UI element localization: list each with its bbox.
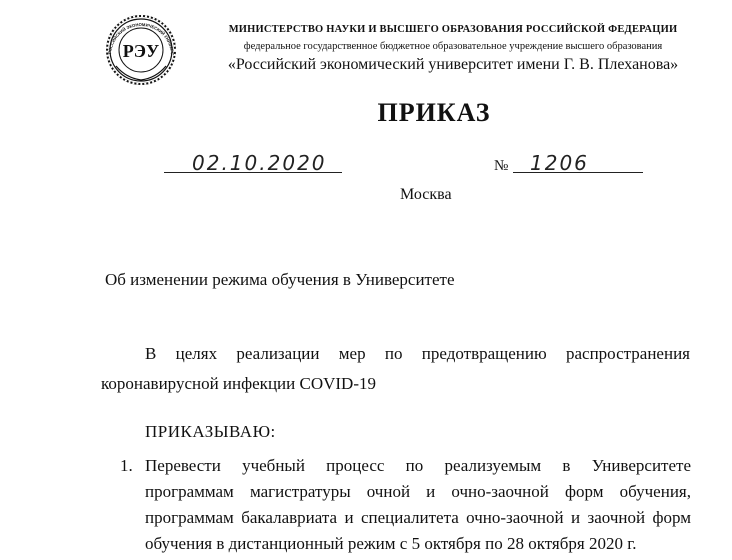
city: Москва xyxy=(400,186,452,203)
item-1-line-2: программам магистратуры очной и очно-заочной форм обучения, xyxy=(145,482,691,501)
document-title: ПРИКАЗ xyxy=(377,98,491,127)
number-sign: № xyxy=(494,158,509,174)
item-1-line-1: Перевести учебный процесс по реализуемым в Университете xyxy=(145,456,691,475)
item-1-number: 1. xyxy=(120,456,133,475)
order-verb: ПРИКАЗЫВАЮ: xyxy=(145,422,276,441)
seal-monogram: РЭУ xyxy=(122,41,160,61)
university-seal-logo xyxy=(86,6,196,86)
date-underline xyxy=(164,172,342,173)
preamble-line-2: коронавирусной инфекции COVID-19 xyxy=(101,374,376,393)
header-university: «Российский экономический университет имени Г. В. Плеханова» xyxy=(227,56,679,73)
preamble-line-1: В целях реализации мер по предотвращению распространения xyxy=(145,344,690,363)
header-institution: федеральное государственное бюджетное образовательное учреждение высшего образования xyxy=(243,41,663,52)
order-date: 02.10.2020 xyxy=(192,151,327,175)
order-number: 1206 xyxy=(530,151,589,175)
header-ministry: МИНИСТЕРСТВО НАУКИ И ВЫСШЕГО ОБРАЗОВАНИЯ РОССИЙСКОЙ ФЕДЕРАЦИИ xyxy=(228,24,678,35)
seal-ring-text: РОССИЙСКИЙ ЭКОНОМИЧЕСКИЙ УНИВЕРС xyxy=(107,21,176,56)
item-1-line-3: программам бакалавриата и специалитета очно-заочной и заочной форм xyxy=(145,508,691,527)
number-underline xyxy=(513,172,643,173)
order-subject: Об изменении режима обучения в Университете xyxy=(105,270,455,289)
item-1-line-4: обучения в дистанционный режим с 5 октября по 28 октября 2020 г. xyxy=(145,534,637,553)
